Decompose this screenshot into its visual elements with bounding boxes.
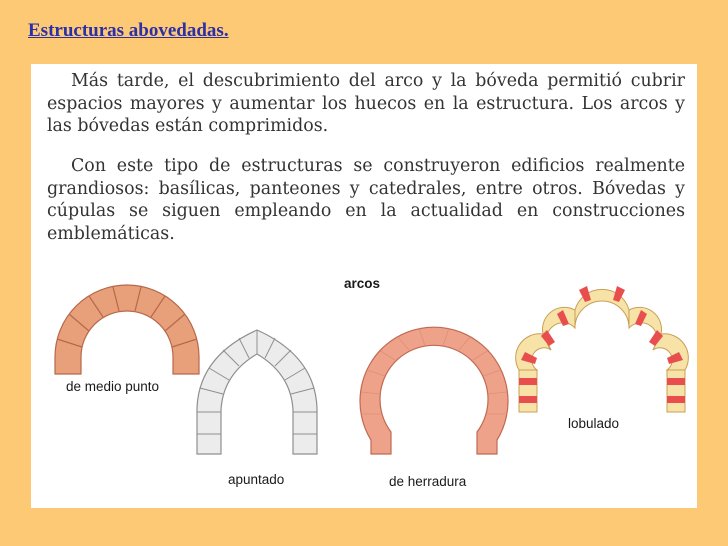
pointed-arch-illustration (189, 326, 329, 456)
horseshoe-arch-illustration (349, 322, 519, 462)
paragraph-grand-buildings: Con este tipo de estructuras se construyeron edificios realmente grandiosos: basílicas, panteones y catedrales, entre otros. Bóvedas y cúpulas se siguen empleando en la actualidad en construcciones emblemáticas. (47, 156, 685, 244)
label-lobed-arch: lobulado (568, 416, 620, 431)
label-semicircular-arch: de medio punto (66, 379, 160, 394)
figure-heading: arcos (344, 276, 381, 291)
paragraph-arch-discovery: Más tarde, el descubrimiento del arco y la bóveda permitió cubrir espacios mayores y aumentar los huecos en la estructura. Los arcos y las bóvedas están comprimidos. (47, 71, 685, 136)
content-panel (31, 64, 697, 508)
label-horseshoe-arch: de herradura (389, 474, 467, 489)
label-pointed-arch: apuntado (228, 472, 285, 487)
slide-title: Estructuras abovedadas. (28, 20, 229, 41)
lobed-arch-illustration (517, 274, 687, 414)
